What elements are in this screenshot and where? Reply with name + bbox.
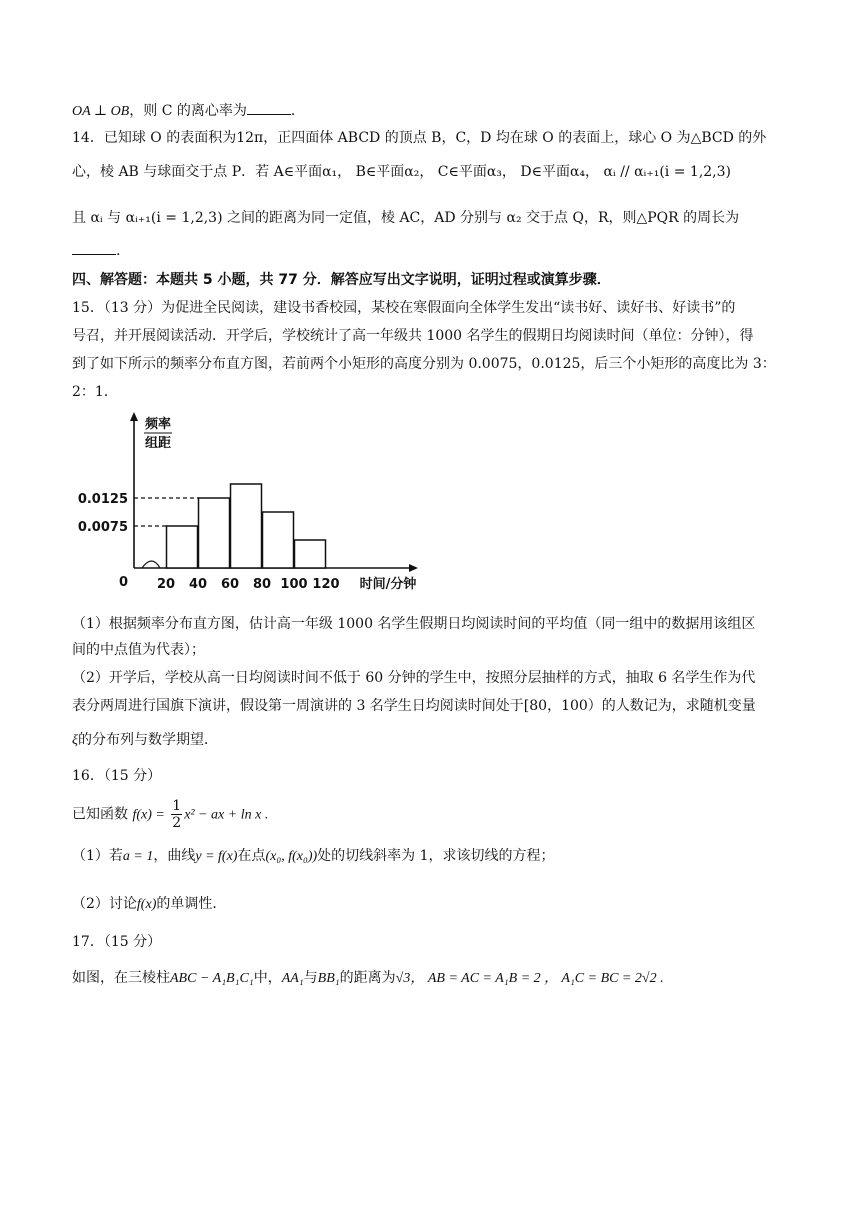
x-tick-label: 120 bbox=[312, 577, 340, 592]
q16-rest: x² − ax + ln x . bbox=[184, 807, 269, 823]
q17-equalities: ， AB = AC = A₁B = 2 ， A₁C = BC = 2√2 . bbox=[410, 971, 664, 986]
q17-distance: √3 bbox=[395, 971, 411, 986]
histogram-guides bbox=[134, 498, 198, 526]
q17-yu: 与 bbox=[303, 970, 318, 986]
x-axis-label: 时间/分钟 bbox=[359, 577, 417, 592]
q16-intro: 已知函数 bbox=[72, 806, 128, 823]
q15-part2-line-3 bbox=[72, 730, 218, 751]
q15-part2-text: 的分布列与数学期望． bbox=[78, 732, 218, 748]
answer-blank bbox=[247, 100, 291, 115]
q16-part1-suffix: 处的切线斜率为 1，求该切线的方程； bbox=[317, 848, 555, 864]
q17-zhong: 中， bbox=[253, 970, 282, 986]
answer-blank bbox=[72, 240, 116, 255]
y-axis-label-top: 频率 bbox=[144, 417, 172, 432]
q16-function bbox=[72, 798, 268, 832]
q16-part2-prefix: （2）讨论 bbox=[72, 896, 137, 912]
y-axis-label-bottom: 组距 bbox=[144, 436, 172, 451]
q16-part1-curve-label: ，曲线 bbox=[153, 848, 196, 864]
q17-prism: ABC − A₁B₁C₁ bbox=[170, 971, 254, 986]
q17-prefix: 如图，在三棱柱 bbox=[72, 970, 170, 986]
y-axis-arrow bbox=[130, 412, 138, 421]
histogram-bar bbox=[231, 484, 262, 568]
q16-header: 16．（15 分） bbox=[72, 768, 162, 784]
q17-bb1: BB₁ bbox=[317, 971, 340, 986]
q16-part2 bbox=[72, 894, 226, 915]
x-tick-label: 100 bbox=[280, 577, 308, 592]
xi-variable: ξ bbox=[72, 733, 78, 748]
q14-line-1: 14．已知球 O 的表面积为12π，正四面体 ABCD 的顶点 B，C，D 均在球 O 的表面上，球心 O 为△BCD 的外 bbox=[72, 130, 767, 146]
q13-text: ，则 C 的离心率为 bbox=[129, 103, 247, 119]
q15-part1-line-1: （1）根据频率分布直方图，估计高一年级 1000 名学生假期日均阅读时间的平均值（同一组中的数据用该组区 bbox=[72, 616, 756, 632]
axis-break-mark bbox=[142, 561, 160, 568]
histogram-bar bbox=[295, 540, 326, 568]
q17-aa1: AA₁ bbox=[281, 971, 304, 986]
q13-end: . bbox=[290, 103, 296, 119]
y-tick-label: 0.0075 bbox=[77, 520, 128, 535]
q13-tail bbox=[72, 100, 295, 122]
q16-curve: y = f(x) bbox=[195, 849, 238, 864]
q16-fx: f(x) = bbox=[132, 807, 165, 823]
q15-line-1: 15．（13 分）为促进全民阅读，建设书香校园，某校在寒假面向全体学生发出“读书好、读好书、好读书”的 bbox=[72, 300, 736, 316]
q16-part1-prefix: （1）若 bbox=[72, 848, 123, 864]
histogram-bar bbox=[199, 498, 230, 568]
q16-condition: a = 1 bbox=[122, 849, 154, 864]
q16-part1-point-label: 在点 bbox=[237, 848, 266, 864]
q15-line-3: 到了如下所示的频率分布直方图，若前两个小矩形的高度分别为 0.0075，0.0125，后三个小矩形的高度比为 3： bbox=[72, 356, 776, 372]
section-heading: 四、解答题：本题共 5 小题，共 77 分．解答应写出文字说明，证明过程或演算步骤． bbox=[72, 272, 611, 288]
origin-label: 0 bbox=[118, 575, 128, 590]
q16-part2-suffix: 的单调性． bbox=[156, 896, 227, 912]
q14-line-3: 且 αᵢ 与 αᵢ₊₁(i = 1,2,3) 之间的距离为同一定值，棱 AC，AD 分别与 α₂ 交于点 Q，R，则△PQR 的周长为 bbox=[72, 210, 740, 226]
q13-expr: OA ⊥ OB bbox=[72, 104, 130, 119]
q15-line-2: 号召，并开展阅读活动．开学后，学校统计了高一年级共 1000 名学生的假期日均阅读时间（单位：分钟），得 bbox=[72, 328, 754, 344]
q15-part2-line-2: 表分两周进行国旗下演讲，假设第一周演讲的 3 名学生日均阅读时间处于[80，100）的人数记为，求随机变量 bbox=[72, 698, 756, 714]
histogram-bar bbox=[263, 512, 294, 568]
fraction-one-half bbox=[171, 798, 182, 831]
histogram-bars bbox=[167, 484, 326, 568]
q17-distance-label: 的距离为 bbox=[339, 970, 396, 986]
histogram-bar bbox=[167, 526, 198, 568]
q14-line-2: 心，棱 AB 与球面交于点 P．若 A∈平面α₁， B∈平面α₂， C∈平面α₃， D∈平面α₄， αᵢ // αᵢ₊₁(i = 1,2,3) bbox=[72, 164, 732, 180]
q16-part2-fx: f(x) bbox=[136, 897, 157, 912]
q16-point: (x₀, f(x₀)) bbox=[265, 849, 318, 864]
x-tick-label: 40 bbox=[188, 577, 208, 592]
q14-line-4 bbox=[72, 240, 120, 261]
frequency-histogram bbox=[77, 408, 424, 598]
q17-line-1 bbox=[72, 968, 664, 989]
q14-end: . bbox=[116, 243, 121, 259]
q15-part2-line-1: （2）开学后，学校从高一日均阅读时间不低于 60 分钟的学生中，按照分层抽样的方式，抽取 6 名学生作为代 bbox=[72, 670, 756, 686]
q15-line-4: 2：1． bbox=[72, 384, 118, 400]
y-tick-label: 0.0125 bbox=[77, 492, 128, 507]
x-tick-label: 80 bbox=[252, 577, 272, 592]
x-tick-label: 60 bbox=[220, 577, 240, 592]
q15-part1-line-2: 间的中点值为代表）； bbox=[72, 642, 205, 658]
fraction-numerator: 1 bbox=[172, 798, 182, 814]
q16-part1 bbox=[72, 846, 555, 867]
x-tick-label: 20 bbox=[156, 577, 176, 592]
q17-header: 17．（15 分） bbox=[72, 934, 162, 950]
x-axis-arrow bbox=[409, 564, 418, 572]
fraction-denominator: 2 bbox=[172, 815, 182, 831]
